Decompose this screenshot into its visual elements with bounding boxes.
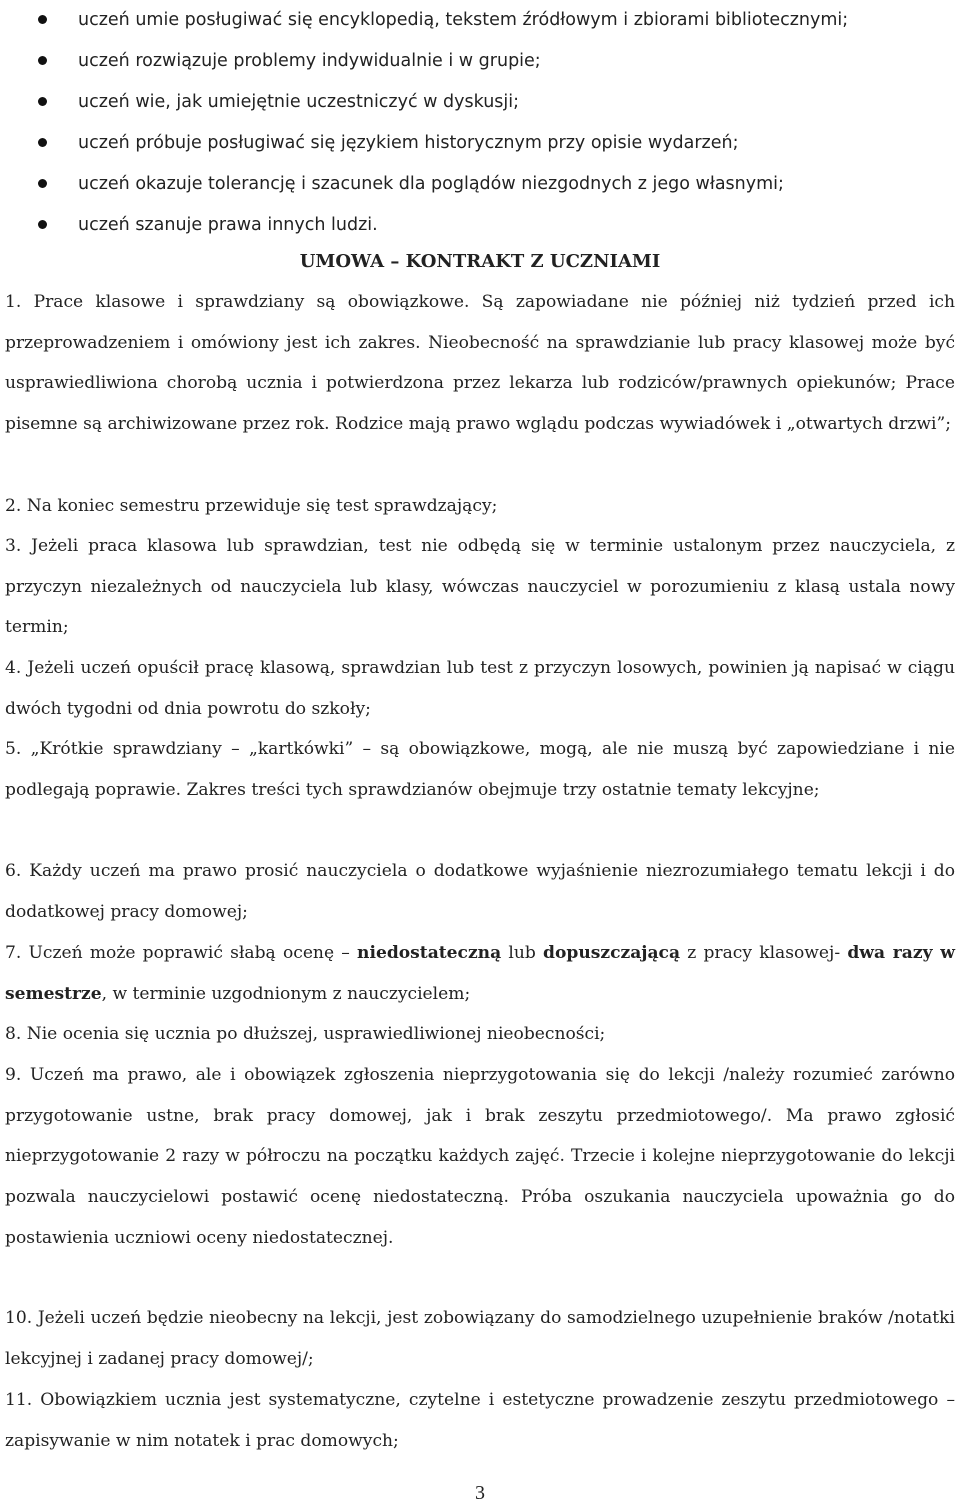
bullet-icon: [38, 97, 47, 106]
contract-item-6: 6. Każdy uczeń ma prawo prosić nauczyciela o dodatkowe wyjaśnienie niezrozumiałego tematu lekcji i do dodatkowej pracy domowej;: [5, 861, 955, 922]
contract-item-4: 4. Jeżeli uczeń opuścił pracę klasową, sprawdzian lub test z przyczyn losowych, powinien ją napisać w ciągu dwóch tygodni od dnia powrotu do szkoły;: [5, 658, 955, 719]
contract-item-1: 1. Prace klasowe i sprawdziany są obowiązkowe. Są zapowiadane nie później niż tydzień przed ich przeprowadzeniem i omówiony jest ich zakres. Nieobecność na sprawdzianie lub pracy klasowej może być usprawiedliwiona chorobą ucznia i potwierdzona przez lekarza lub rodziców/prawnych opiekunów; Prace pisemne są archiwizowane przez rok. Rodzice mają prawo wglądu podczas wywiadówek i „otwartych drzwi”;: [5, 292, 956, 435]
bullet-icon: [38, 179, 47, 188]
list-item: [0, 164, 960, 205]
bullet-icon: [38, 15, 47, 24]
list-item-text: uczeń szanuje prawa innych ludzi.: [78, 215, 378, 235]
list-item: [0, 82, 960, 123]
contract-item-10: 10. Jeżeli uczeń będzie nieobecny na lekcji, jest zobowiązany do samodzielnego uzupełnienie braków /notatki lekcyjnej i zadanej pracy domowej/;: [5, 1308, 955, 1369]
contract-item-9: 9. Uczeń ma prawo, ale i obowiązek zgłoszenia nieprzygotowania się do lekcji /należy rozumieć zarówno przygotowanie ustne, brak pracy domowej, jak i brak zeszytu przedmiotowego/. Ma prawo zgłosić nieprzygotowanie 2 razy w półroczu na początku każdych zajęć. Trzecie i kolejne nieprzygotowanie do lekcji pozwala nauczycielowi postawić ocenę niedostateczną. Próba oszukania nauczyciela upoważnia go do postawienia uczniowi oceny niedostatecznej.: [5, 1065, 955, 1248]
list-item: [0, 0, 960, 41]
page-number: 3: [475, 1482, 485, 1504]
list-item: [0, 41, 960, 82]
list-item: [0, 123, 960, 164]
list-item-text: uczeń umie posługiwać się encyklopedią, tekstem źródłowym i zbiorami bibliotecznymi;: [78, 10, 849, 30]
contract-item-2: 2. Na koniec semestru przewiduje się test sprawdzający;: [5, 496, 498, 516]
list-item-text: uczeń próbuje posługiwać się językiem historycznym przy opisie wydarzeń;: [78, 133, 739, 153]
grade-sufficient: dopuszczającą: [543, 943, 681, 963]
bullet-icon: [38, 138, 47, 147]
twice-per-semester: dwa razy w semestrze: [5, 943, 955, 1004]
contract-item-8: 8. Nie ocenia się ucznia po dłuższej, usprawiedliwionej nieobecności;: [5, 1024, 606, 1044]
list-item-text: uczeń wie, jak umiejętnie uczestniczyć w dyskusji;: [78, 92, 520, 112]
bullet-list: [0, 0, 960, 246]
contract-item-11: 11. Obowiązkiem ucznia jest systematyczne, czytelne i estetyczne prowadzenie zeszytu przedmiotowego – zapisywanie w nim notatek i prac domowych;: [5, 1390, 955, 1451]
section-heading: UMOWA – KONTRAKT Z UCZNIAMI: [299, 251, 661, 272]
list-item-text: uczeń okazuje tolerancję i szacunek dla poglądów niezgodnych z jego własnymi;: [78, 174, 784, 194]
bullet-icon: [38, 56, 47, 65]
contract-item-3: 3. Jeżeli praca klasowa lub sprawdzian, test nie odbędą się w terminie ustalonym przez nauczyciela, z przyczyn niezależnych od nauczyciela lub klasy, wówczas nauczyciel w porozumieniu z klasą ustala nowy termin;: [5, 536, 955, 638]
list-item-text: uczeń rozwiązuje problemy indywidualnie i w grupie;: [78, 51, 541, 71]
contract-item-5: 5. „Krótkie sprawdziany – „kartkówki” – są obowiązkowe, mogą, ale nie muszą być zapowiedziane i nie podlegają poprawie. Zakres treści tych sprawdzianów obejmuje trzy ostatnie tematy lekcyjne;: [5, 739, 955, 800]
bullet-icon: [38, 220, 47, 229]
list-item: [0, 205, 960, 246]
grade-insufficient: niedostateczną: [357, 943, 502, 963]
contract-item-7: 7. Uczeń może poprawić słabą ocenę – niedostateczną lub dopuszczającą z pracy klasowej- dwa razy w semestrze, w terminie uzgodnionym z nauczycielem;: [5, 943, 955, 1004]
